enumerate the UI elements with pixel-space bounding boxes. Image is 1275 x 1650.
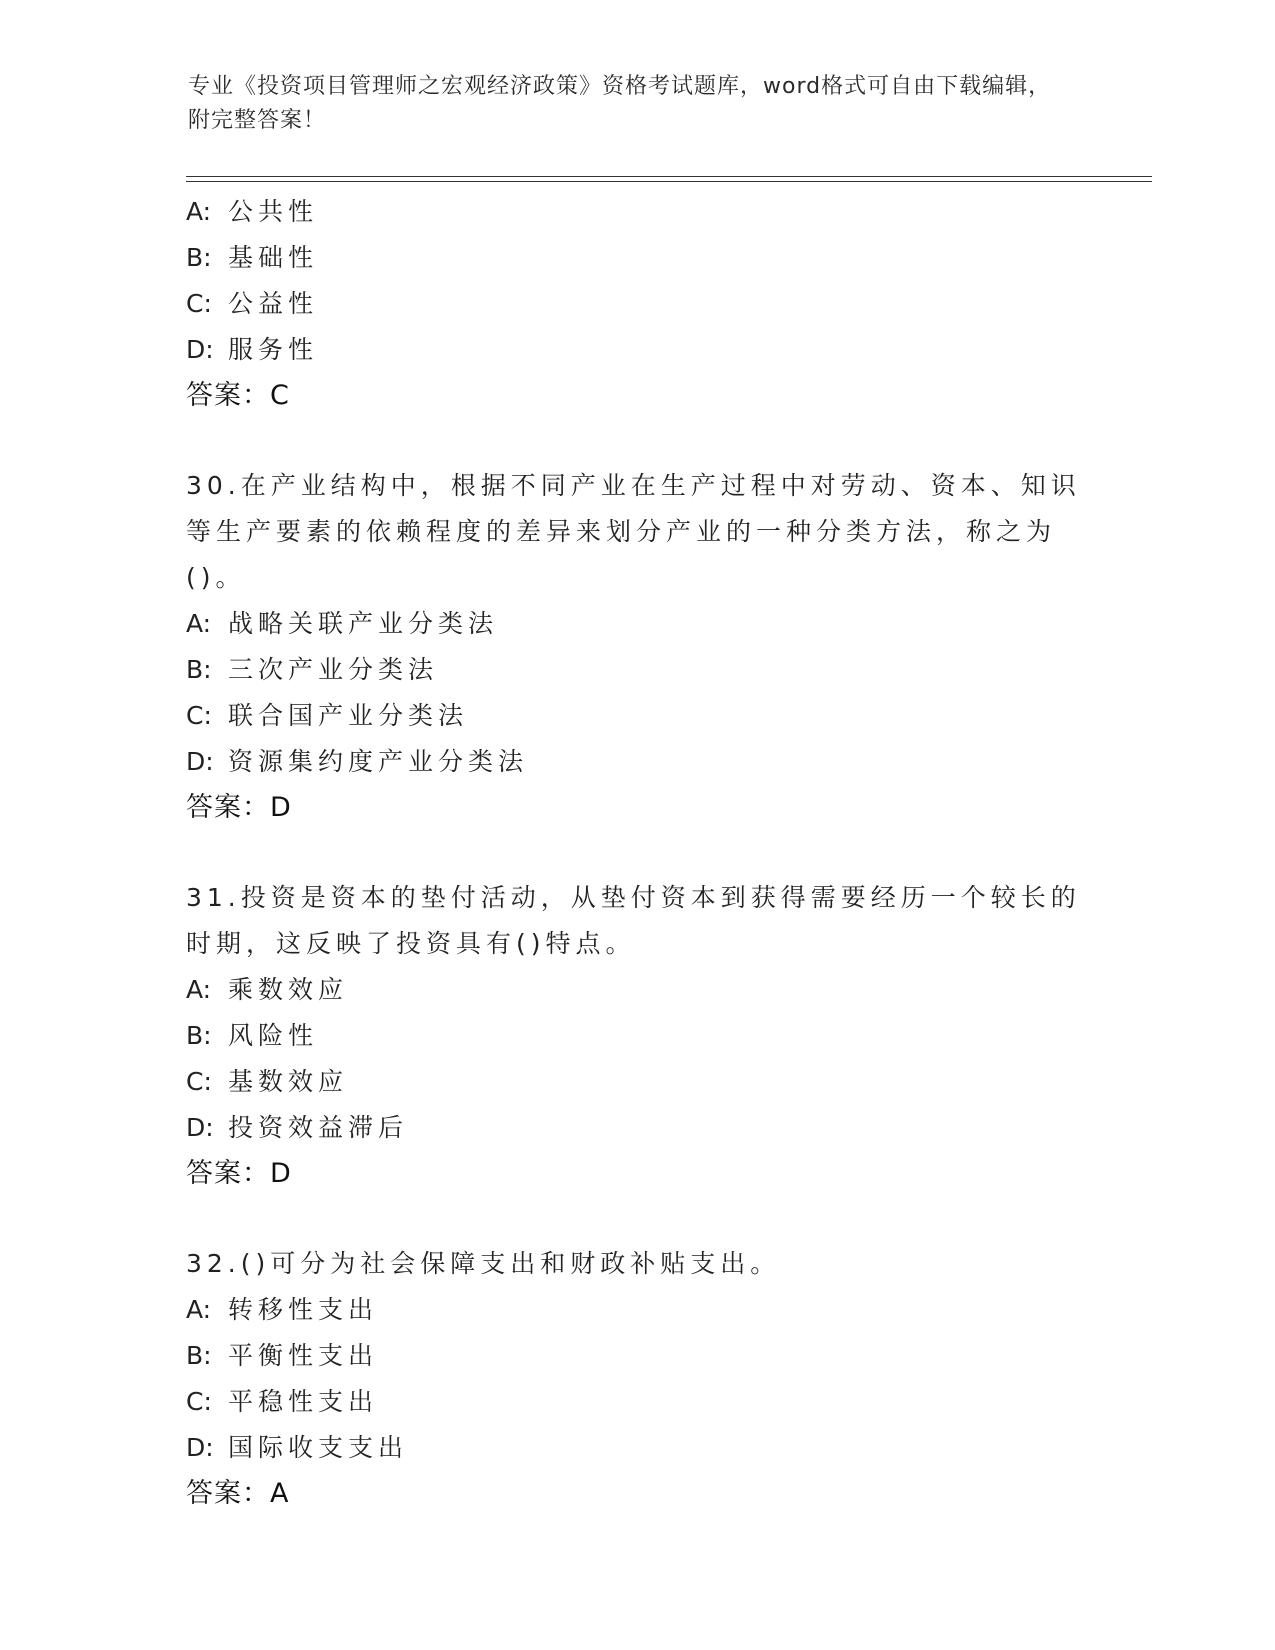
question-text: 30.在产业结构中，根据不同产业在生产过程中对劳动、资本、知识等生产要素的依赖程度的差异来划分产业的一种分类方法，称之为()。 [186,471,1081,592]
answer-line: 答案：C [186,380,290,411]
option-text: 服务性 [228,335,319,364]
option-b [186,647,1086,693]
header-rule-top [186,176,1152,177]
option-text: 基础性 [228,243,319,272]
option-key: C: [186,701,212,730]
option-c [186,1059,1086,1105]
answer-line: 答案：D [186,1158,292,1189]
option-a [186,1287,1086,1333]
option-text: 三次产业分类法 [228,655,439,684]
option-text: 公益性 [228,289,319,318]
question-list [186,189,1086,1561]
option-key: D: [186,1113,214,1142]
question-29 [186,189,1086,419]
option-text: 平稳性支出 [228,1387,379,1416]
answer-line: 答案：D [186,792,292,823]
option-text: 平衡性支出 [228,1341,379,1370]
option-key: A: [186,197,212,226]
option-key: A: [186,609,212,638]
option-key: C: [186,1387,212,1416]
option-key: B: [186,243,212,272]
option-b [186,1333,1086,1379]
option-a [186,189,1086,235]
option-text: 联合国产业分类法 [228,701,469,730]
option-key: D: [186,747,214,776]
option-c [186,1379,1086,1425]
option-key: A: [186,1295,212,1324]
option-text: 乘数效应 [228,975,349,1004]
option-key: C: [186,289,212,318]
option-text: 资源集约度产业分类法 [228,747,529,776]
option-a [186,967,1086,1013]
option-key: B: [186,655,212,684]
document-header: 专业《投资项目管理师之宏观经济政策》资格考试题库，word格式可自由下载编辑，附完整答案！ [188,74,1052,133]
option-b [186,235,1086,281]
option-key: A: [186,975,212,1004]
option-b [186,1013,1086,1059]
option-key: D: [186,335,214,364]
answer-line: 答案：A [186,1478,290,1509]
option-text: 国际收支支出 [228,1433,409,1462]
option-text: 转移性支出 [228,1295,379,1324]
option-key: B: [186,1021,212,1050]
question-text: 32.()可分为社会保障支出和财政补贴支出。 [186,1249,781,1278]
option-c [186,693,1086,739]
question-31 [186,875,1086,1197]
question-30 [186,463,1086,831]
option-d [186,739,1086,785]
option-c [186,281,1086,327]
question-text: 31.投资是资本的垫付活动，从垫付资本到获得需要经历一个较长的时期，这反映了投资具有()特点。 [186,883,1081,958]
option-key: B: [186,1341,212,1370]
option-text: 公共性 [228,197,319,226]
header-rule-bottom [186,181,1152,182]
option-text: 基数效应 [228,1067,349,1096]
option-text: 风险性 [228,1021,319,1050]
option-text: 投资效益滞后 [228,1113,409,1142]
option-d [186,1425,1086,1471]
option-d [186,327,1086,373]
option-text: 战略关联产业分类法 [228,609,499,638]
question-32 [186,1241,1086,1517]
option-key: D: [186,1433,214,1462]
option-key: C: [186,1067,212,1096]
option-a [186,601,1086,647]
option-d [186,1105,1086,1151]
